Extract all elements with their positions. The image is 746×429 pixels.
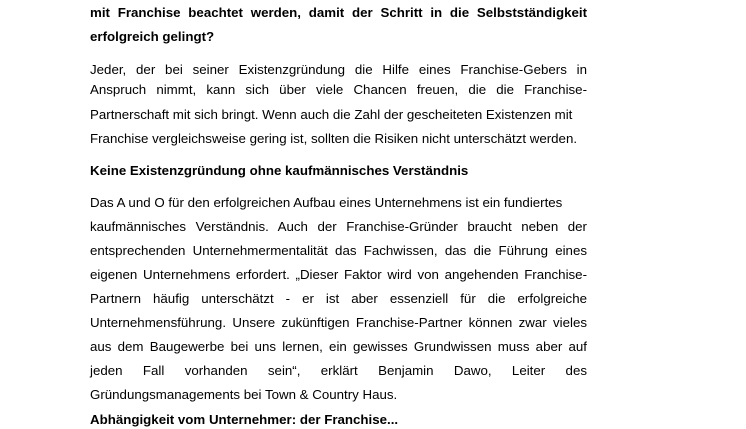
subheading-business-understanding: Keine Existenzgründung ohne kaufmännisches Verständnis <box>90 163 469 178</box>
paragraph-2-line-7: aus dem Baugewerbe bei uns lernen, ein gewisses Grundwissen muss aber auf <box>90 339 587 354</box>
paragraph-2-line-6: Unternehmensführung. Unsere zukünftigen Franchise-Partner können zwar vieles <box>90 315 587 330</box>
paragraph-1-line-2: Anspruch nimmt, kann sich über viele Chancen freuen, die die Franchise- <box>90 82 587 97</box>
intro-heading-line-2: erfolgreich gelingt? <box>90 29 215 44</box>
paragraph-1-line-1: Jeder, der bei seiner Existenzgründung die Hilfe eines Franchise-Gebers in <box>90 62 587 77</box>
paragraph-1-line-3: Partnerschaft mit sich bringt. Wenn auch die Zahl der gescheiteten Existenzen mit <box>90 107 573 122</box>
paragraph-2-line-9: Gründungsmanagements bei Town & Country Haus. <box>90 387 398 402</box>
subheading-2-cut-off: Abhängigkeit vom Unternehmer: der Franchise... <box>90 412 399 427</box>
document-page <box>90 0 587 427</box>
paragraph-2-line-3: entsprechenden Unternehmermentalität das Fachwissen, das die Führung eines <box>90 243 587 258</box>
paragraph-2-line-2: kaufmännisches Verständnis. Auch der Franchise-Gründer braucht neben der <box>90 219 587 234</box>
paragraph-2-line-5: Partnern häufig unterschätzt - er ist aber essenziell für die erfolgreiche <box>90 291 587 306</box>
paragraph-2-line-8: jeden Fall vorhanden sein“, erklärt Benjamin Dawo, Leiter des <box>90 363 587 378</box>
paragraph-1-line-4: Franchise vergleichsweise gering ist, sollten die Risiken nicht unterschätzt werden. <box>90 131 578 146</box>
intro-heading-line-1: mit Franchise beachtet werden, damit der Schritt in die Selbstständigkeit <box>90 5 587 20</box>
paragraph-2-line-4: eigenen Unternehmens erfordert. „Dieser Faktor wird von angehenden Franchise- <box>90 267 587 282</box>
paragraph-2-line-1: Das A und O für den erfolgreichen Aufbau eines Unternehmens ist ein fundiertes <box>90 195 563 210</box>
